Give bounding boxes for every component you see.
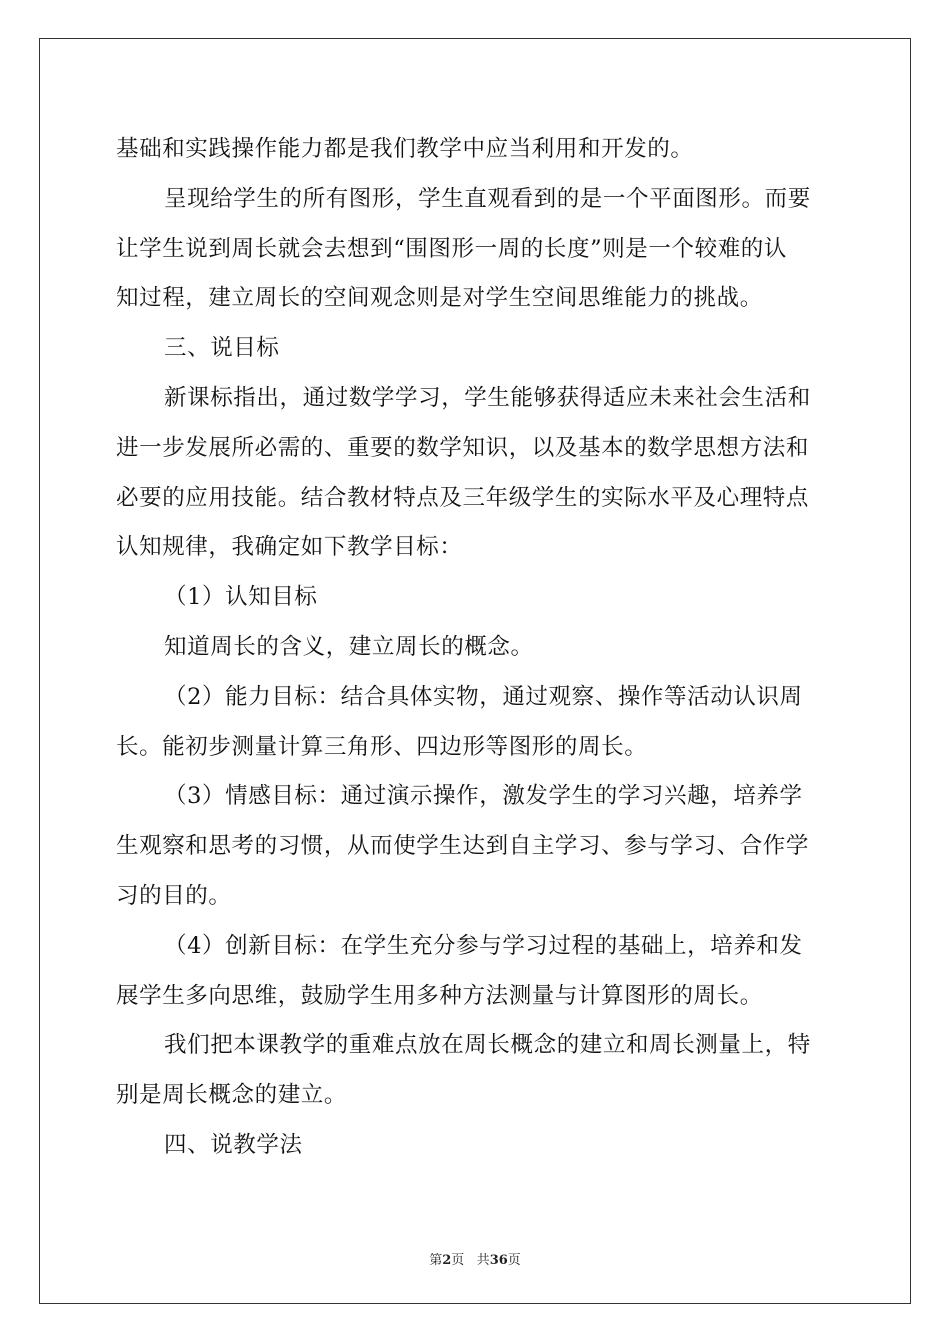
total-prefix: 共	[476, 1253, 490, 1268]
text-line-7: 进一步发展所必需的、重要的数学知识，以及基本的数学思想方法和	[116, 434, 810, 461]
total-suffix: 页	[507, 1253, 521, 1268]
text-line-14: （3）情感目标：通过演示操作，激发学生的学习兴趣，培养学	[164, 783, 803, 810]
text-line-18: 展学生多向思维，鼓励学生用多种方法测量与计算图形的周长。	[116, 982, 763, 1009]
section-heading-3: 三、说目标	[164, 335, 280, 362]
text-line-13: 长。能初步测量计算三角形、四边形等图形的周长。	[116, 733, 648, 760]
text-line-20: 别是周长概念的建立。	[116, 1082, 348, 1109]
text-line-2: 呈现给学生的所有图形，学生直观看到的是一个平面图形。而要	[164, 185, 811, 212]
section-heading-4: 四、说教学法	[164, 1132, 303, 1158]
page-border	[39, 38, 911, 1304]
text-line-4: 知过程，建立周长的空间观念则是对学生空间思维能力的挑战。	[116, 285, 763, 312]
text-line-16: 习的目的。	[116, 883, 232, 909]
text-line-19: 我们把本课教学的重难点放在周长概念的建立和周长测量上，特	[164, 1032, 811, 1059]
page-suffix: 页	[451, 1253, 465, 1268]
subheading-cognitive-goal: （1）认知目标	[164, 584, 318, 611]
text-line-6: 新课标指出，通过数学学习，学生能够获得适应未来社会生活和	[164, 385, 811, 411]
page-footer	[0, 1249, 950, 1268]
text-line-9: 认知规律，我确定如下教学目标：	[116, 534, 463, 561]
text-line-3: 让学生说到周长就会去想到“围图形一周的长度”则是一个较难的认	[116, 235, 788, 262]
text-line-11: 知道周长的含义，建立周长的概念。	[164, 634, 534, 660]
page-prefix: 第	[429, 1253, 443, 1268]
total-pages: 36	[489, 1253, 508, 1268]
page-number: 2	[442, 1253, 452, 1268]
text-line-12: （2）能力目标：结合具体实物，通过观察、操作等活动认识周	[164, 683, 803, 710]
text-line-1: 基础和实践操作能力都是我们教学中应当利用和开发的。	[116, 136, 694, 162]
text-line-17: （4）创新目标：在学生充分参与学习过程的基础上，培养和发	[164, 932, 803, 959]
text-line-15: 生观察和思考的习惯，从而使学生达到自主学习、参与学习、合作学	[116, 833, 810, 860]
text-line-8: 必要的应用技能。结合教材特点及三年级学生的实际水平及心理特点	[116, 484, 810, 511]
